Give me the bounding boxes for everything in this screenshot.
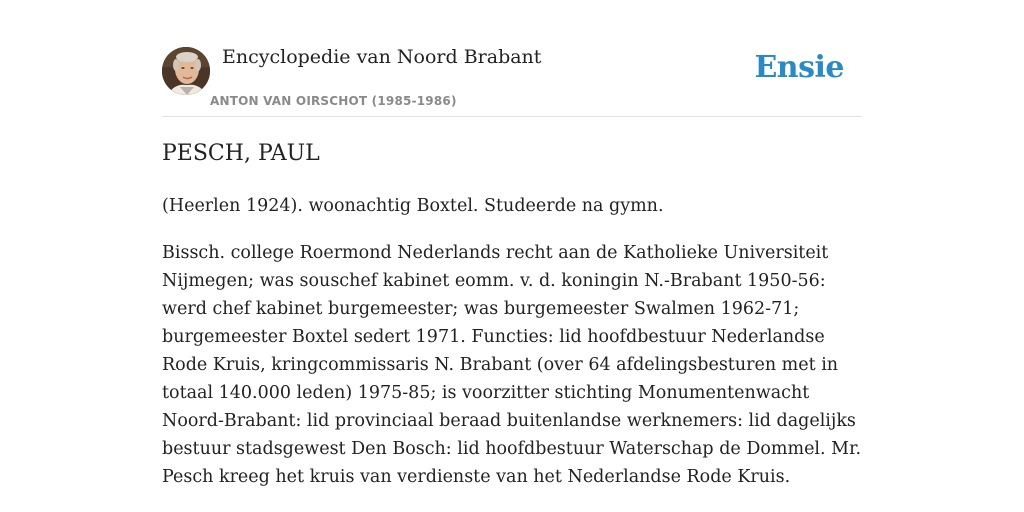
author-name[interactable]: ANTON VAN OIRSCHOT (1985-1986)	[210, 94, 457, 108]
entry-title: PESCH, PAUL	[162, 141, 320, 166]
article-paragraph-2: Bissch. college Roermond Nederlands recht aan de Katholieke Universiteit Nijmegen; was souschef kabinet eomm. v. d. koningin N.-Brabant 1950-56: werd chef kabinet burgemeester; was burgemeester Swalmen 1962-71; burgemeester Boxtel sedert 1971. Functies: lid hoofdbestuur Nederlandse Rode Kruis, kringcommissaris N. Brabant (over 64 afdelingsbesturen met in totaal 140.000 leden) 1975-85; is voorzitter stichting Monumentenwacht Noord-Brabant: lid provinciaal beraad buitenlandse werknemers: lid dagelijks bestuur stadsgewest Den Bosch: lid hoofdbestuur Waterschap de Dommel. Mr. Pesch kreeg het kruis van verdienste van het Nederlandse Rode Kruis.	[162, 243, 862, 487]
author-avatar[interactable]	[162, 47, 210, 95]
header	[162, 0, 862, 117]
site-title[interactable]: Encyclopedie van Noord Brabant	[222, 46, 542, 68]
ensie-logo[interactable]: Ensie	[754, 50, 844, 85]
page	[162, 0, 862, 487]
article-paragraph-1: (Heerlen 1924). woonachtig Boxtel. Studeerde na gymn.	[162, 196, 664, 216]
author-portrait-icon	[162, 47, 210, 95]
